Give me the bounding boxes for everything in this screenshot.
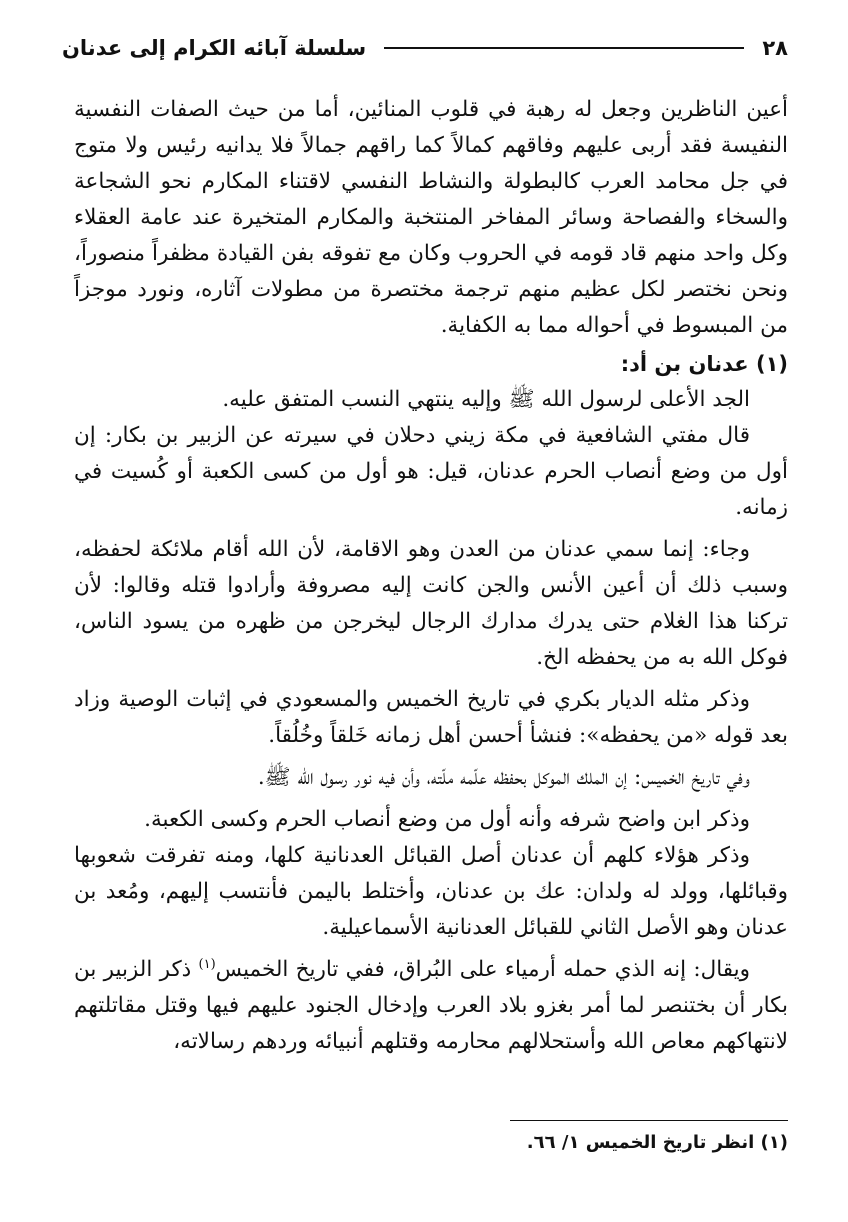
footnote-divider [510, 1120, 788, 1121]
body-text [74, 92, 788, 1060]
paragraph: قال مفتي الشافعية في مكة زيني دحلان في سيرته عن الزبير بن بكار: إن أول من وضع أنصاب الحرم عدنان، قيل: هو أول من كسى الكعبة أو كُسيت في زمانه. [74, 423, 788, 520]
header-rule [384, 47, 744, 49]
footnote-reference[interactable]: (١) [198, 956, 216, 972]
paragraph-text: ويقال: إنه الذي حمله أرمياء على البُراق، ففي تاريخ الخميس [215, 957, 751, 982]
paragraph: وفي تاريخ الخميس: إن الملك الموكل بحفظه علّمه ملّته، وأن فيه نور رسول الله ﷺ. [257, 765, 750, 790]
page-header [62, 30, 788, 66]
section-heading: (١) عدنان بن أد: [620, 352, 788, 376]
footnote: (١) انظر تاريخ الخميس ١/ ٦٦. [526, 1132, 788, 1153]
paragraph-intro: أعين الناظرين وجعل له رهبة في قلوب المنائين، أما من حيث الصفات النفسية النفيسة فقد أربى عليهم وفاقهم كمالاً كما راقهم جمالاً فلا يدانيه رئيس ولا متوج في جل محامد العرب كالبطولة والنشاط النفسي لاقتناء المكارم نحو الشجاعة والسخاء والفصاحة وسائر المفاخر المنتخبة والمكارم المتخيرة عند عامة العقلاء وكل واحد منهم قاد قومه في الحروب وكان مع تفوقه بفن القيادة مظفراً منصوراً، ونحن نختصر لكل عظيم منهم ترجمة مختصرة من مطولات آثاره، ونورد موجزاً من المبسوط في أحواله مما به الكفاية. [74, 97, 788, 338]
paragraph: وذكر هؤلاء كلهم أن عدنان أصل القبائل العدنانية كلها، ومنه تفرقت شعوبها وقبائلها، وولد له ولدان: عك بن عدنان، وأختلط باليمن فأنتسب إليهم، ومُعد بن عدنان وهو الأصل الثاني للقبائل العدنانية الأسماعيلية. [74, 843, 788, 940]
running-title: سلسلة آبائه الكرام إلى عدنان [62, 36, 367, 60]
paragraph-with-footnote [74, 952, 788, 1060]
paragraph: وذكر مثله الديار بكري في تاريخ الخميس والمسعودي في إثبات الوصية وزاد بعد قوله «من يحفظه»: فنشأ أحسن أهل زمانه خَلقاً وخُلُقاً. [74, 687, 788, 748]
paragraph: الجد الأعلى لرسول الله ﷺ وإليه ينتهي النسب المتفق عليه. [222, 387, 750, 412]
paragraph: وذكر ابن واضح شرفه وأنه أول من وضع أنصاب الحرم وكسى الكعبة. [144, 807, 750, 832]
paragraph: وجاء: إنما سمي عدنان من العدن وهو الاقامة، لأن الله أقام ملائكة لحفظه، وسبب ذلك أن أعين الأنس والجن كانت إليه مصروفة وأرادوا قتله وقالوا: لأن تركنا هذا الغلام حتى يدرك مدارك الرجال ليخرجن من ظهره من يسود الناس، فوكل الله به من يحفظه الخ. [74, 537, 788, 670]
paragraph-text: ذكر الزبير بن بكار أن بختنصر لما أمر بغزو بلاد العرب وإدخال الجنود عليهم فيها وقتل مقاتلتهم لانتهاكهم معاص الله وأستحلالهم محارمه وقتلهم أنبيائه وردهم رسالاته، [74, 957, 788, 1054]
page-number: ٢٨ [762, 36, 788, 60]
